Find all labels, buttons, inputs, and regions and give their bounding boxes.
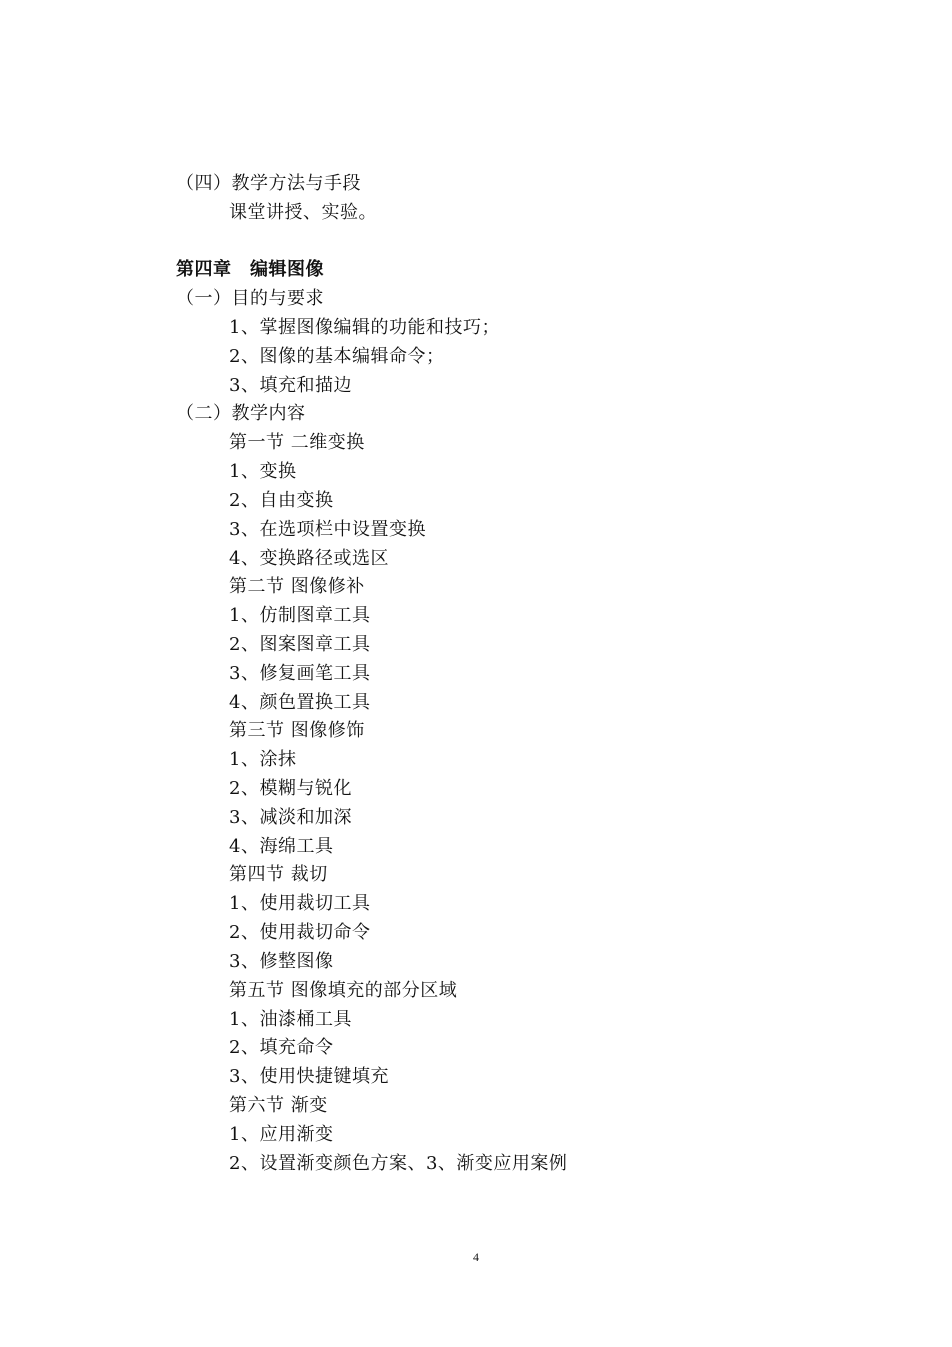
list-item: 1、变换 bbox=[229, 461, 297, 482]
list-item: 2、设置渐变颜色方案、3、渐变应用案例 bbox=[229, 1153, 568, 1174]
objective-item: 2、图像的基本编辑命令； bbox=[229, 346, 445, 367]
objective-item: 1、掌握图像编辑的功能和技巧； bbox=[229, 317, 500, 338]
section-title: 第一节 二维变换 bbox=[229, 432, 365, 453]
chapter-title: 第四章 编辑图像 bbox=[176, 259, 324, 280]
list-item: 4、颜色置换工具 bbox=[229, 692, 371, 713]
list-item: 1、油漆桶工具 bbox=[229, 1009, 352, 1030]
list-item: 3、减淡和加深 bbox=[229, 807, 352, 828]
section-heading-content: （二）教学内容 bbox=[176, 403, 306, 424]
section-heading-methods: （四）教学方法与手段 bbox=[176, 173, 361, 194]
list-item: 1、涂抹 bbox=[229, 749, 297, 770]
section-title: 第二节 图像修补 bbox=[229, 576, 365, 597]
section-title: 第三节 图像修饰 bbox=[229, 720, 365, 741]
list-item: 2、图案图章工具 bbox=[229, 634, 371, 655]
list-item: 3、修整图像 bbox=[229, 951, 334, 972]
list-item: 3、修复画笔工具 bbox=[229, 663, 371, 684]
list-item: 1、应用渐变 bbox=[229, 1124, 334, 1145]
section-title: 第六节 渐变 bbox=[229, 1095, 328, 1116]
list-item: 2、自由变换 bbox=[229, 490, 334, 511]
section-title: 第四节 裁切 bbox=[229, 864, 328, 885]
list-item: 3、在选项栏中设置变换 bbox=[229, 519, 426, 540]
list-item: 1、使用裁切工具 bbox=[229, 893, 371, 914]
list-item: 4、海绵工具 bbox=[229, 836, 334, 857]
page-number: 4 bbox=[473, 1250, 479, 1264]
list-item: 3、使用快捷键填充 bbox=[229, 1066, 389, 1087]
objective-item: 3、填充和描边 bbox=[229, 375, 352, 396]
section-title: 第五节 图像填充的部分区域 bbox=[229, 980, 458, 1001]
list-item: 2、填充命令 bbox=[229, 1037, 334, 1058]
section-heading-objectives: （一）目的与要求 bbox=[176, 288, 324, 309]
methods-content: 课堂讲授、实验。 bbox=[229, 202, 377, 223]
list-item: 2、模糊与锐化 bbox=[229, 778, 352, 799]
list-item: 1、仿制图章工具 bbox=[229, 605, 371, 626]
list-item: 2、使用裁切命令 bbox=[229, 922, 371, 943]
list-item: 4、变换路径或选区 bbox=[229, 548, 389, 569]
